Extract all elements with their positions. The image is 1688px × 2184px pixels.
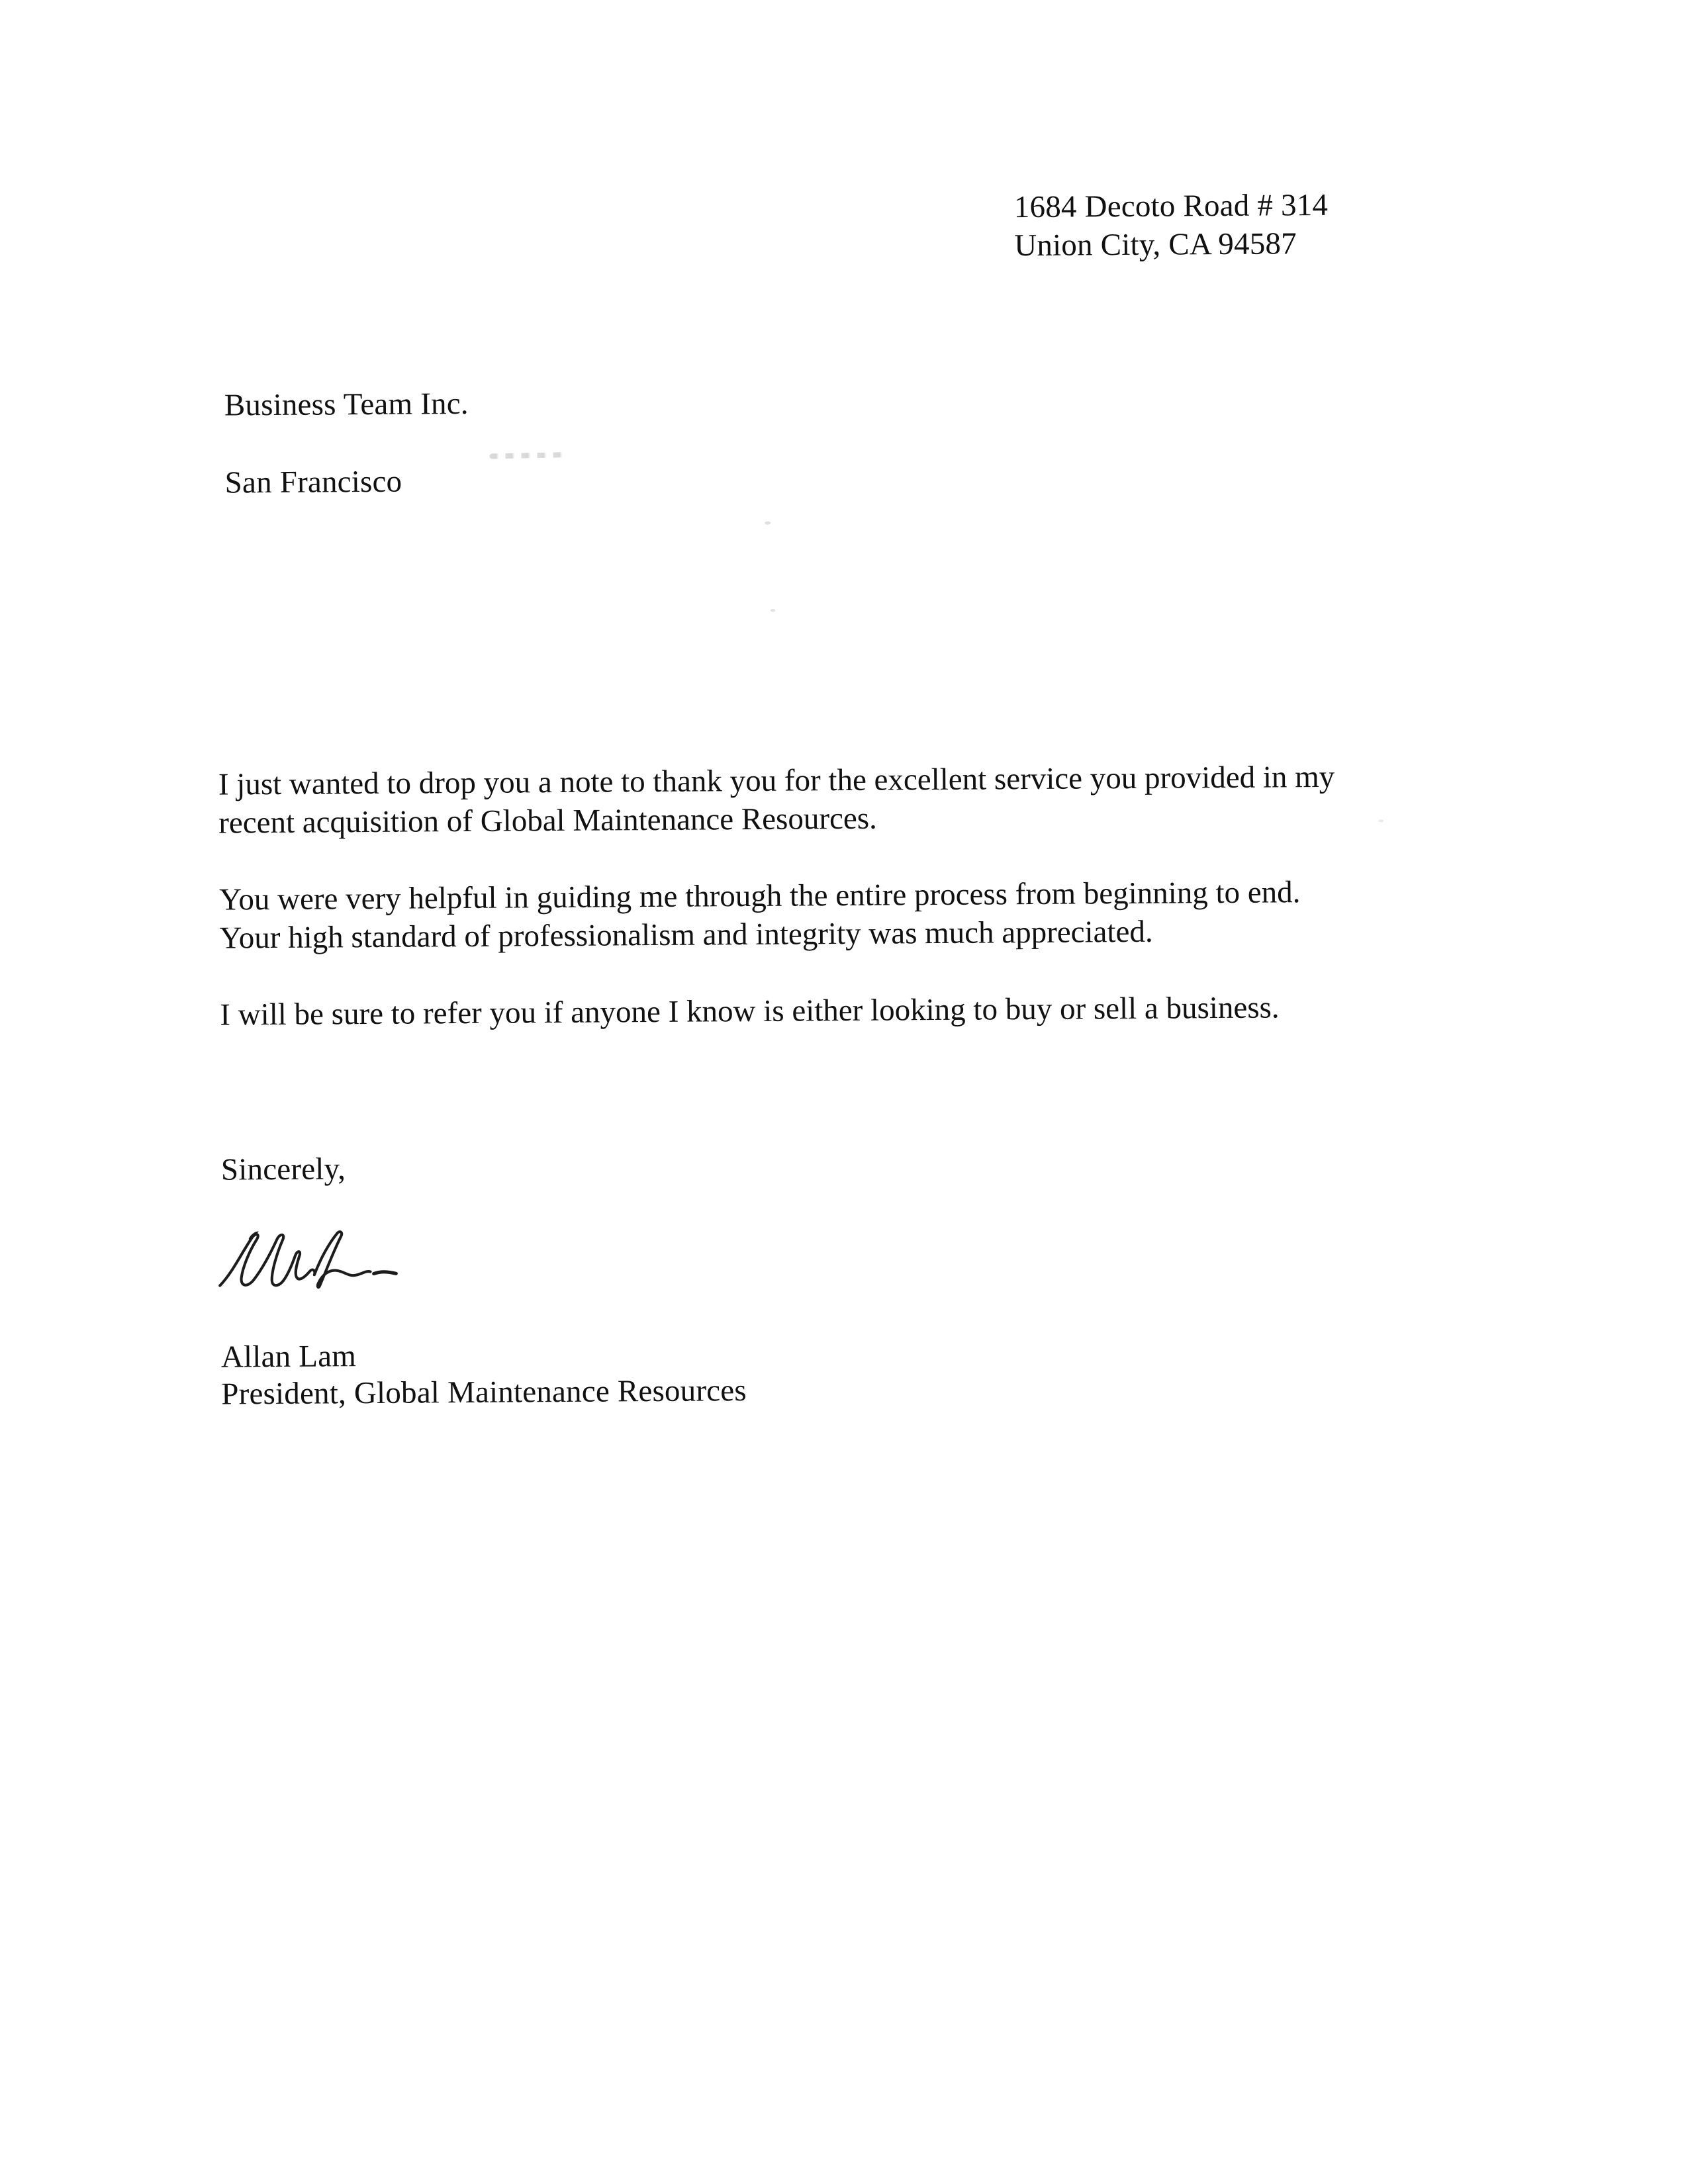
scan-artifact-speck bbox=[1378, 819, 1383, 822]
paragraph-3 bbox=[220, 988, 1358, 1034]
paragraph-2-line-1: You were very helpful in guiding me through the entire process from beginning to end. bbox=[218, 875, 1301, 917]
sender-address bbox=[1014, 186, 1329, 265]
letter-body bbox=[218, 758, 1359, 1073]
paragraph-2 bbox=[219, 873, 1358, 958]
recipient-company: Business Team Inc. bbox=[224, 386, 469, 423]
signature-image bbox=[217, 1215, 420, 1292]
scan-artifact-speck bbox=[765, 522, 771, 525]
sender-address-line1: 1684 Decoto Road # 314 bbox=[1013, 187, 1329, 225]
closing-salutation: Sincerely, bbox=[220, 1152, 346, 1187]
paragraph-3-line-1: I will be sure to refer you if anyone I know is either looking to buy or sell a business. bbox=[220, 990, 1280, 1032]
scan-artifact-speck bbox=[771, 609, 775, 612]
paragraph-1 bbox=[218, 758, 1358, 842]
scan-artifact-dash bbox=[489, 452, 563, 459]
sender-address-line2: Union City, CA 94587 bbox=[1014, 226, 1297, 263]
paragraph-1-line-1: I just wanted to drop you a note to thank you for the excellent service you provided in my bbox=[218, 759, 1335, 802]
signer-title: President, Global Maintenance Resources bbox=[221, 1373, 747, 1412]
paragraph-2-line-2: Your high standard of professionalism and integrity was much appreciated. bbox=[219, 914, 1153, 956]
recipient-city: San Francisco bbox=[224, 464, 402, 500]
signer-block bbox=[221, 1335, 747, 1413]
paragraph-1-line-2: recent acquisition of Global Maintenance Resources. bbox=[218, 801, 877, 841]
signer-name: Allan Lam bbox=[220, 1339, 357, 1375]
